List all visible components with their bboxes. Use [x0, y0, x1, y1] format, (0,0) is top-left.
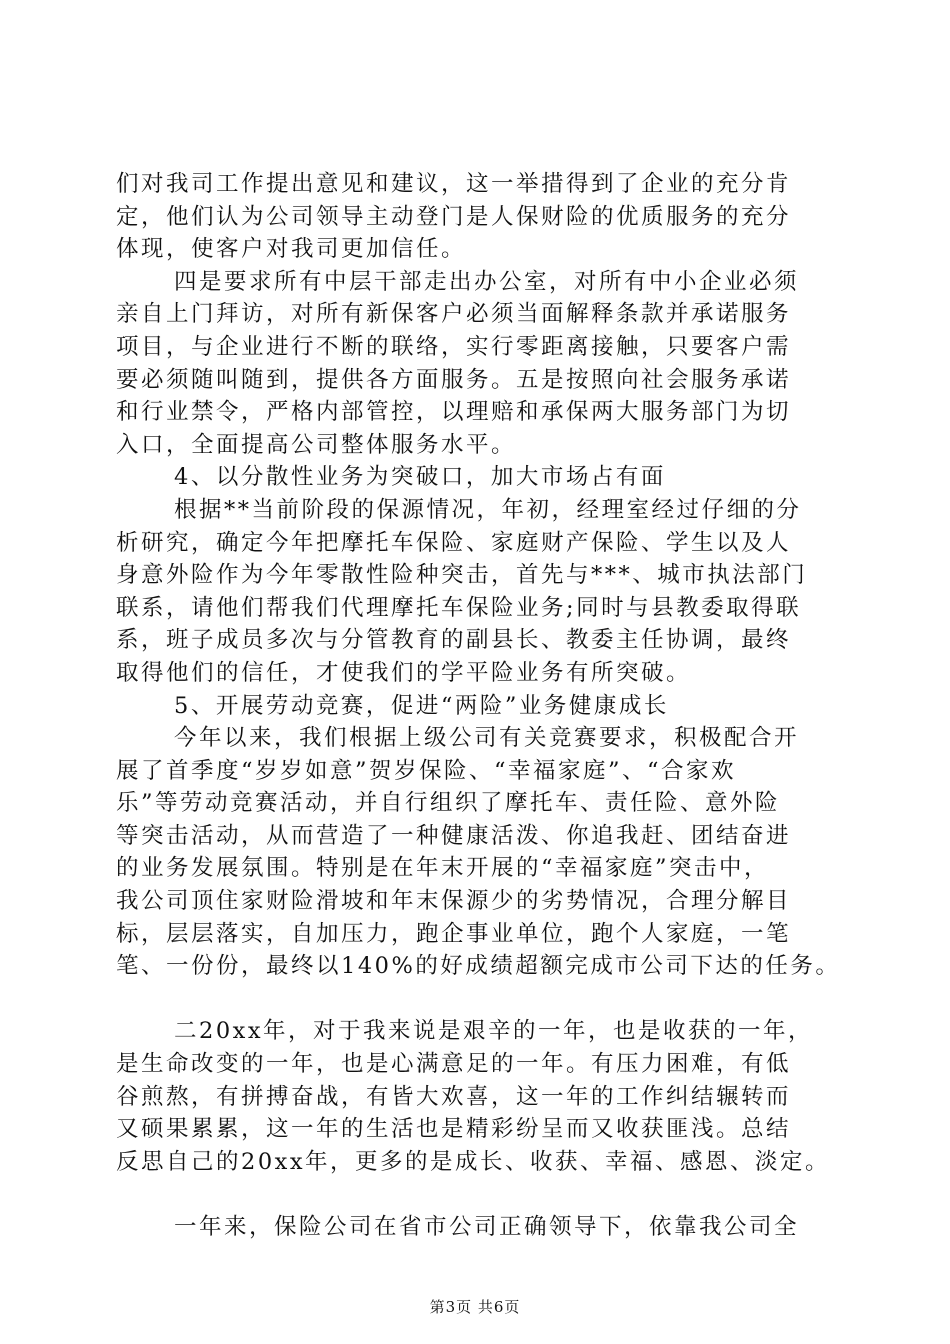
text-line: 反思自己的20xx年，更多的是成长、收获、幸福、感恩、淡定。	[116, 1148, 831, 1175]
text-line: 们对我司工作提出意见和建议，这一举措得到了企业的充分肯	[116, 171, 792, 197]
text-line: 的业务发展氛围。特别是在年末开展的“幸福家庭”突击中，	[116, 855, 770, 882]
text-line: 入口，全面提高公司整体服务水平。	[116, 431, 517, 458]
text-line: 是生命改变的一年，也是心满意足的一年。有压力困难，有低	[116, 1051, 792, 1078]
text-line: 等突击活动，从而营造了一种健康活泼、你追我赶、团结奋进	[116, 822, 792, 849]
text-line: 展了首季度“岁岁如意”贺岁保险、“幸福家庭”、“合家欢	[116, 757, 737, 784]
paragraph-start-line: 根据**当前阶段的保源情况，年初，经理室经过仔细的分	[174, 496, 802, 523]
paragraph-gap	[116, 983, 854, 1016]
paragraph-start-line: 二20xx年，对于我来说是艰辛的一年，也是收获的一年，	[174, 1018, 814, 1045]
text-line: 谷煎熬，有拼搏奋战，有皆大欢喜，这一年的工作纠结辗转而	[116, 1083, 792, 1110]
paragraph-start-line: 今年以来，我们根据上级公司有关竞赛要求，积极配合开	[174, 725, 800, 752]
text-line: 取得他们的信任，才使我们的学平险业务有所突破。	[116, 659, 692, 686]
text-line: 我公司顶住家财险滑坡和年末保源少的劣势情况，合理分解目	[116, 888, 792, 915]
paragraph-gap	[116, 1178, 854, 1211]
text-line: 要必须随叫随到，提供各方面服务。五是按照向社会服务承诺	[116, 366, 792, 393]
document-body	[116, 168, 854, 1244]
text-line: 身意外险作为今年零散性险种突击，首先与***、城市执法部门	[116, 562, 808, 589]
text-line: 体现，使客户对我司更加信任。	[116, 236, 467, 263]
text-line: 析研究，确定今年把摩托车保险、家庭财产保险、学生以及人	[116, 529, 792, 556]
text-line: 联系，请他们帮我们代理摩托车保险业务;同时与县教委取得联	[116, 594, 802, 621]
text-line: 定，他们认为公司领导主动登门是人保财险的优质服务的充分	[116, 203, 792, 230]
text-line: 又硕果累累，这一年的生活也是精彩纷呈而又收获匪浅。总结	[116, 1116, 792, 1143]
text-line: 笔、一份份，最终以140%的好成绩超额完成市公司下达的任务。	[116, 953, 841, 980]
paragraph-start-line: 一年来，保险公司在省市公司正确领导下，依靠我公司全	[174, 1214, 800, 1240]
text-line: 亲自上门拜访，对所有新保客户必须当面解释条款并承诺服务	[116, 301, 792, 328]
text-line: 系，班子成员多次与分管教育的副县长、教委主任协调，最终	[116, 627, 792, 654]
text-line: 标，层层落实，自加压力，跑企事业单位，跑个人家庭，一笔	[116, 920, 792, 947]
text-line: 项目，与企业进行不断的联络，实行零距离接触，只要客户需	[116, 333, 792, 360]
section-heading-5: 5、开展劳动竞赛，促进“两险”业务健康成长	[174, 692, 669, 719]
paragraph-start-line: 四是要求所有中层干部走出办公室，对所有中小企业必须	[174, 268, 800, 295]
page-number-footer: 第3页 共6页	[429, 1298, 521, 1316]
text-line: 和行业禁令，严格内部管控，以理赔和承保两大服务部门为切	[116, 399, 792, 426]
text-line: 乐”等劳动竞赛活动，并自行组织了摩托车、责任险、意外险	[116, 790, 781, 817]
section-heading-4: 4、以分散性业务为突破口，加大市场占有面	[174, 464, 666, 491]
